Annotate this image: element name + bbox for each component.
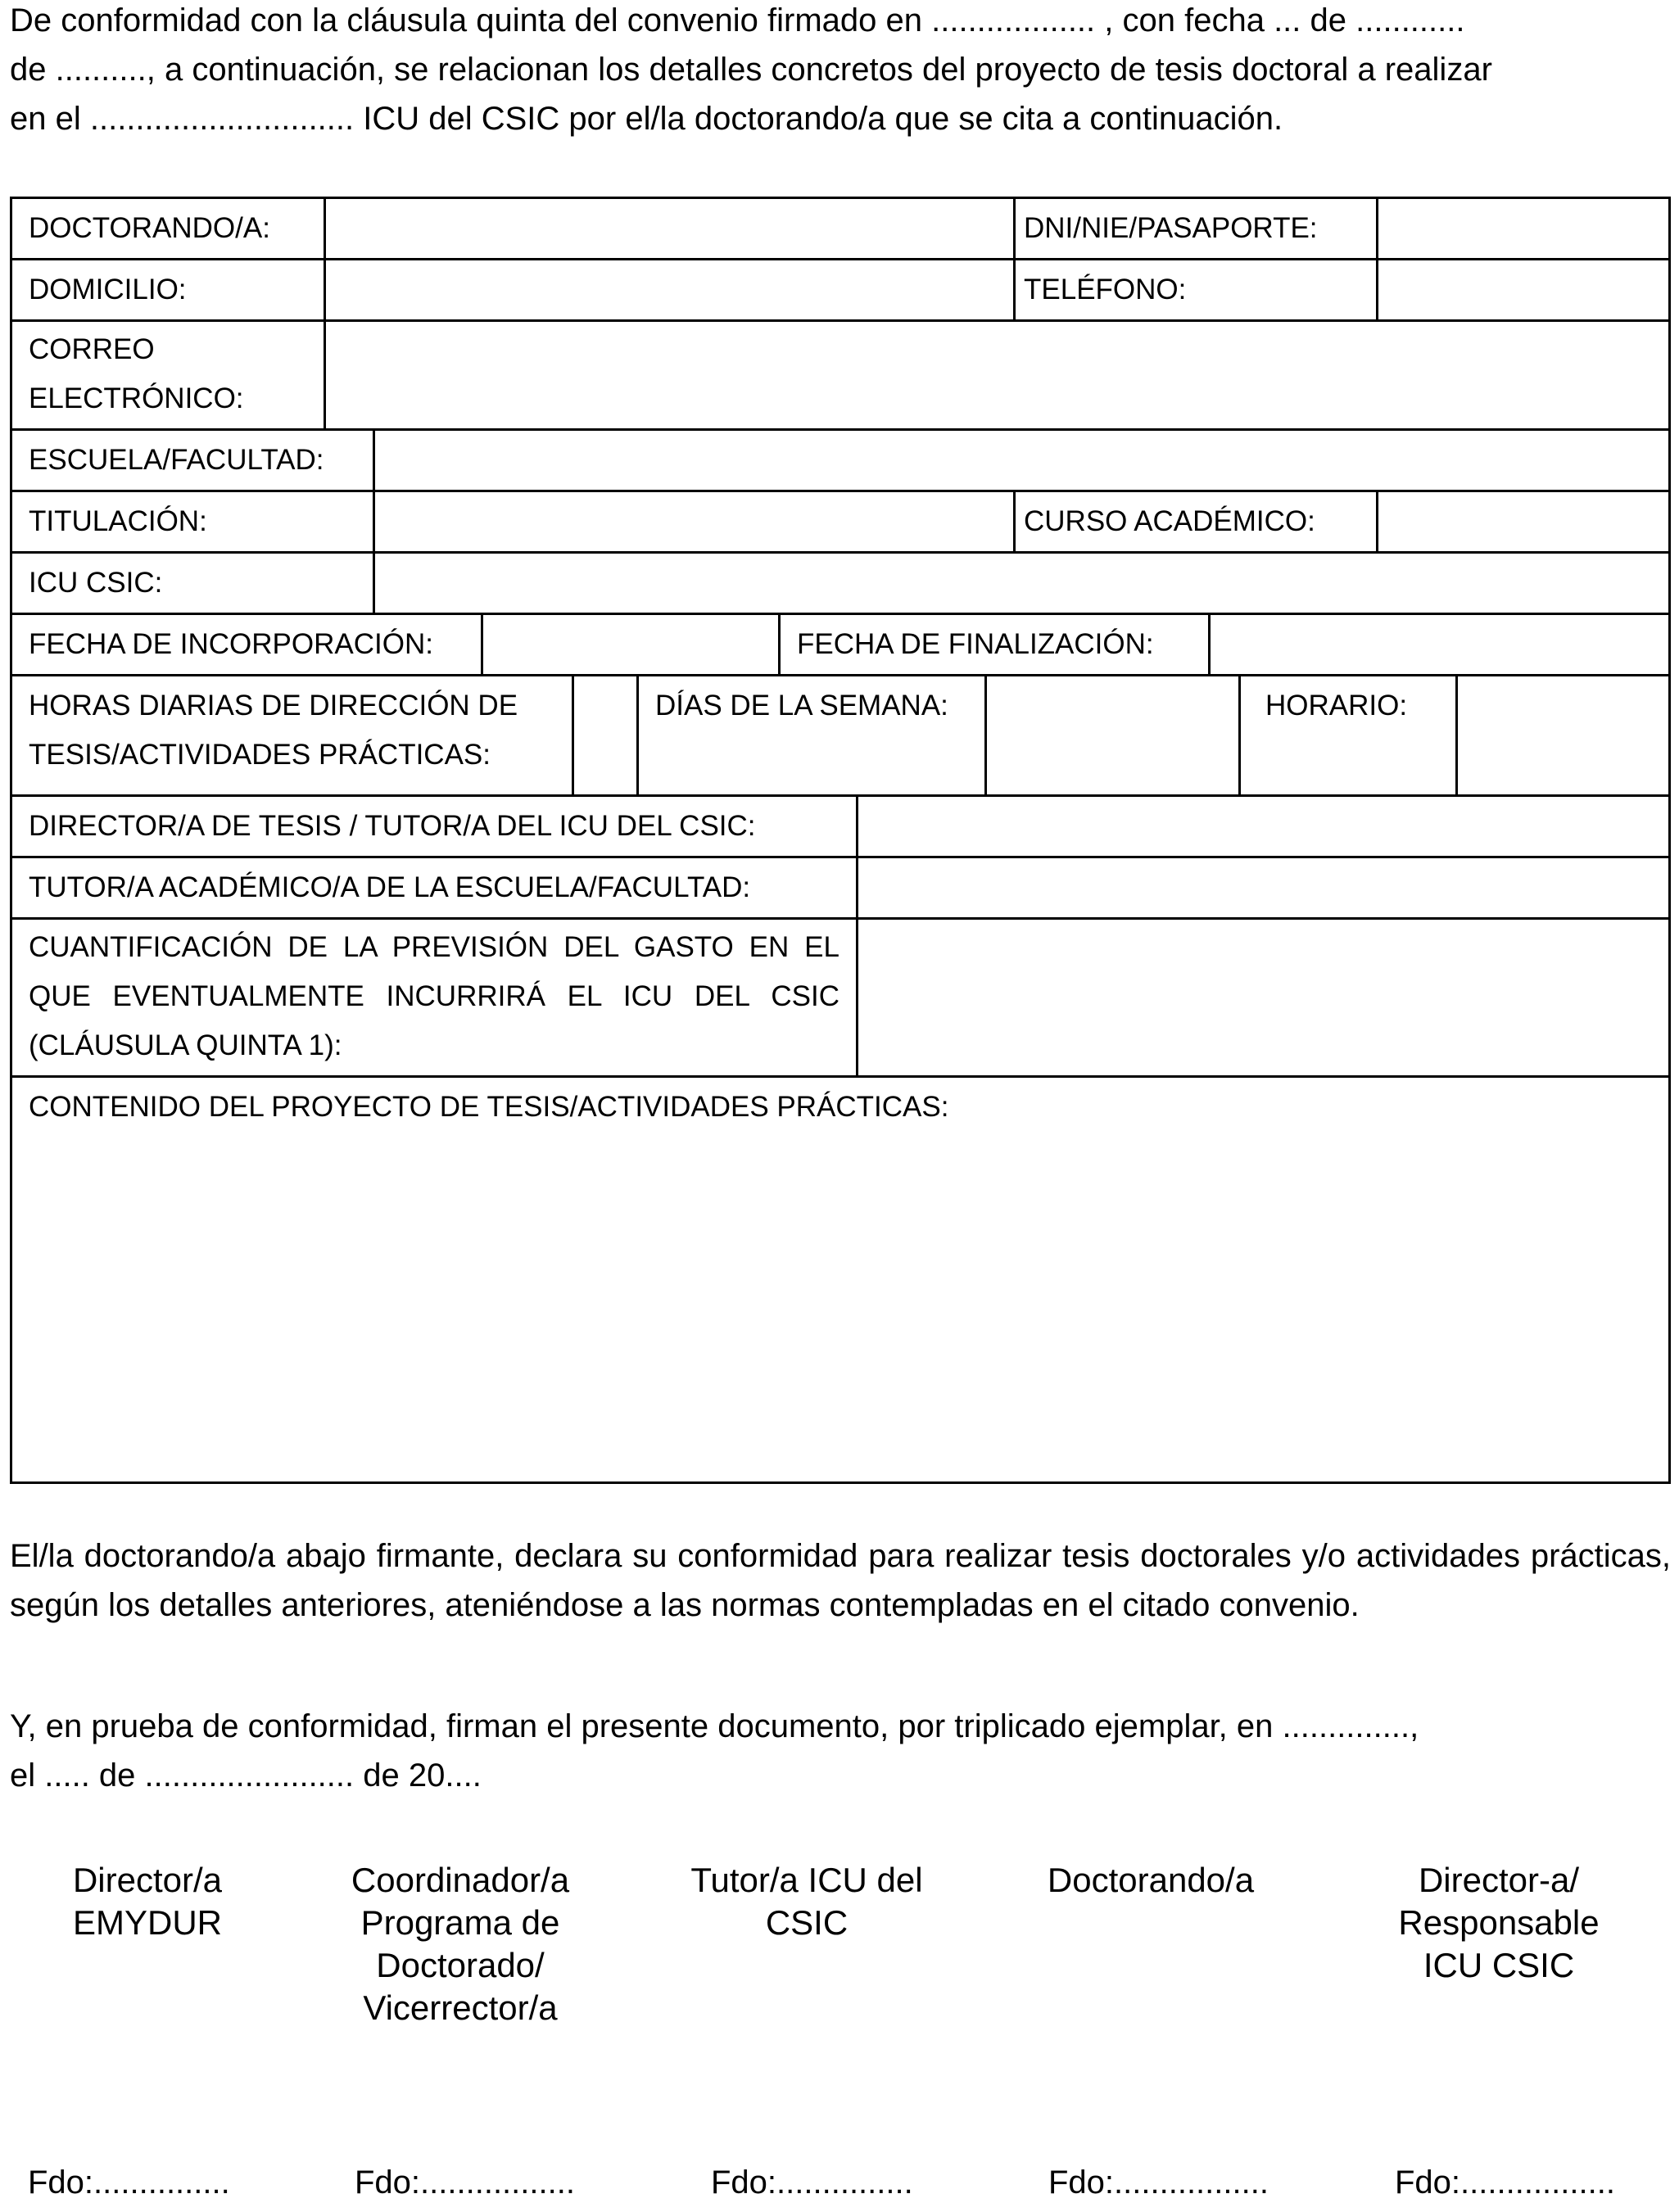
col-divider — [984, 674, 987, 794]
signatory-director-emydur: Director/a EMYDUR — [72, 1861, 223, 1942]
intro-line-3: en el ............................. ICU del CSIC por el/la doctorando/a que se cita a continuación. — [10, 101, 1283, 137]
label-director: DIRECTOR/A DE TESIS / TUTOR/A DEL ICU DEL CSIC: — [29, 810, 756, 842]
label-contenido: CONTENIDO DEL PROYECTO DE TESIS/ACTIVIDADES PRÁCTICAS: — [29, 1091, 949, 1123]
fdo-line: Fdo:............... — [28, 2165, 230, 2201]
col-divider — [373, 428, 375, 613]
col-divider — [1238, 674, 1241, 794]
label-fecha-incorporacion: FECHA DE INCORPORACIÓN: — [29, 628, 433, 660]
label-doctorando: DOCTORANDO/A: — [29, 212, 270, 244]
col-divider — [481, 613, 483, 674]
thesis-details-form — [10, 197, 1671, 1484]
col-divider — [572, 674, 574, 794]
intro-line-1: De conformidad con la cláusula quinta del convenio firmado en .................. , con fecha ... de ............ — [10, 2, 1465, 38]
declaration-paragraph: El/la doctorando/a abajo firmante, declara su conformidad para realizar tesis doctorales y/o actividades prácticas, según los detalles anteriores, ateniéndose a las normas contempladas en el citado convenio. — [10, 1538, 1671, 1623]
label-icu: ICU CSIC: — [29, 567, 163, 599]
signatory-coordinador: Coordinador/a Programa de Doctorado/ Vicerrector/a — [351, 1861, 570, 2027]
label-escuela: ESCUELA/FACULTAD: — [29, 444, 324, 476]
col-divider — [1455, 674, 1458, 794]
row-divider — [12, 674, 1668, 676]
label-horas-1: HORAS DIARIAS DE DIRECCIÓN DE — [29, 690, 518, 722]
col-divider — [778, 613, 781, 674]
label-horas-2: TESIS/ACTIVIDADES PRÁCTICAS: — [29, 739, 491, 771]
fdo-line: Fdo:................. — [1395, 2165, 1615, 2201]
row-divider — [12, 551, 1668, 554]
label-titulacion: TITULACIÓN: — [29, 505, 207, 537]
col-divider — [1376, 490, 1378, 551]
col-divider — [1013, 490, 1016, 551]
label-dni: DNI/NIE/PASAPORTE: — [1024, 212, 1318, 244]
closing-line-2: el ..... de ....................... de 20.... — [10, 1757, 482, 1794]
col-divider — [324, 319, 326, 428]
fdo-line: Fdo:................. — [1048, 2165, 1269, 2201]
row-divider — [12, 856, 1668, 858]
row-divider — [12, 258, 1668, 260]
col-divider — [1208, 613, 1211, 674]
col-divider — [1013, 199, 1016, 319]
col-divider — [856, 794, 858, 1075]
label-fecha-finalizacion: FECHA DE FINALIZACIÓN: — [797, 628, 1154, 660]
signatory-tutor-icu: Tutor/a ICU del CSIC — [690, 1861, 923, 1942]
label-tutor-academico: TUTOR/A ACADÉMICO/A DE LA ESCUELA/FACULTAD: — [29, 871, 751, 903]
label-correo-2: ELECTRÓNICO: — [29, 382, 244, 414]
fdo-line: Fdo:................. — [355, 2165, 575, 2201]
signatory-director-icu: Director-a/ Responsable ICU CSIC — [1398, 1861, 1600, 1984]
label-curso: CURSO ACADÉMICO: — [1024, 505, 1315, 537]
label-correo-1: CORREO — [29, 333, 155, 365]
col-divider — [1376, 199, 1378, 319]
row-divider — [12, 428, 1668, 431]
row-divider — [12, 1075, 1668, 1078]
intro-line-2: de .........., a continuación, se relacionan los detalles concretos del proyecto de tesis doctoral a realizar — [10, 52, 1492, 88]
col-divider — [324, 199, 326, 319]
row-divider — [12, 917, 1668, 920]
closing-line-1: Y, en prueba de conformidad, firman el presente documento, por triplicado ejemplar, en .............., — [10, 1708, 1419, 1744]
row-divider — [12, 613, 1668, 615]
row-divider — [12, 319, 1668, 322]
col-divider — [636, 674, 639, 794]
label-dias: DÍAS DE LA SEMANA: — [655, 690, 948, 722]
signatory-doctorando: Doctorando/a — [1047, 1861, 1255, 1899]
row-divider — [12, 794, 1668, 797]
label-telefono: TELÉFONO: — [1024, 274, 1187, 305]
fdo-line: Fdo:............... — [711, 2165, 913, 2201]
label-cuantificacion: CUANTIFICACIÓN DE LA PREVISIÓN DEL GASTO EN EL QUE EVENTUALMENTE INCURRIRÁ EL ICU DEL CSIC (CLÁUSULA QUINTA 1): — [29, 931, 840, 1061]
row-divider — [12, 490, 1668, 492]
label-domicilio: DOMICILIO: — [29, 274, 187, 305]
label-horario: HORARIO: — [1265, 690, 1408, 722]
